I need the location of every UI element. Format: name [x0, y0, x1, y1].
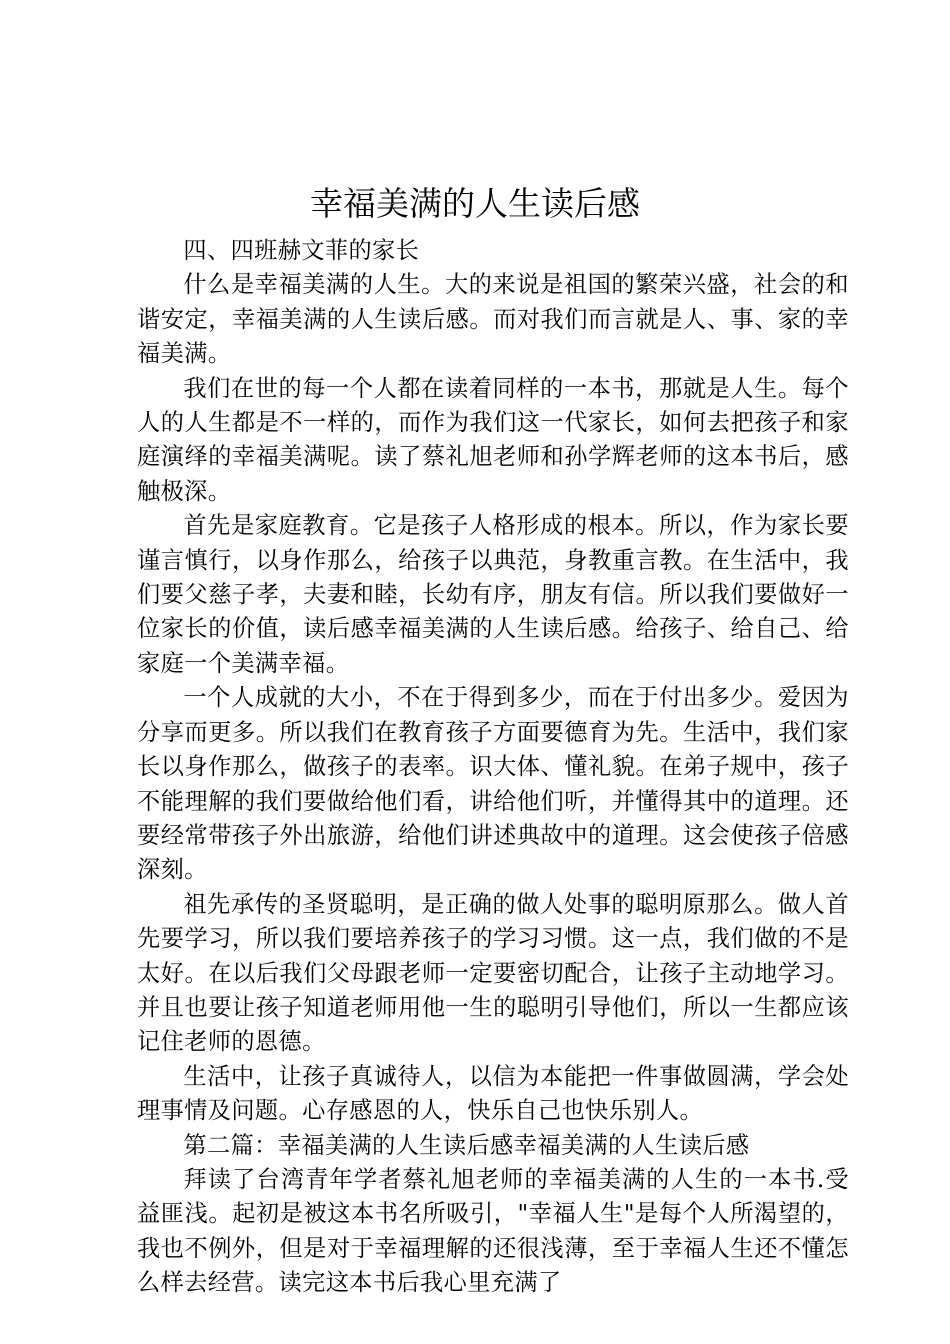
paragraph: 什么是幸福美满的人生。大的来说是祖国的繁荣兴盛，社会的和谐安定，幸福美满的人生读后感。而对我们而言就是人、事、家的幸福美满。 — [137, 271, 849, 368]
paragraph: 祖先承传的圣贤聪明，是正确的做人处事的聪明原那么。做人首先要学习，所以我们要培养孩子的学习习惯。这一点，我们做的不是太好。在以后我们父母跟老师一定要密切配合，让孩子主动地学习。并且也要让孩子知道老师用他一生的聪明引导他们，所以一生都应该记住老师的恩德。 — [137, 890, 849, 1056]
document-title: 幸福美满的人生读后感 — [310, 184, 640, 223]
section-heading: 第二篇：幸福美满的人生读后感幸福美满的人生读后感 — [183, 1131, 750, 1159]
paragraph: 拜读了台湾青年学者蔡礼旭老师的幸福美满的人生的一本书.受益匪浅。起初是被这本书名所吸引，"幸福人生"是每个人所渴望的，我也不例外，但是对于幸福理解的还很浅薄，至于幸福人生还不懂怎么样去经营。读完这本书后我心里充满了 — [137, 1165, 849, 1297]
document-body — [137, 234, 849, 1301]
paragraph: 一个人成就的大小，不在于得到多少，而在于付出多少。爱因为分享而更多。所以我们在教育孩子方面要德育为先。生活中，我们家长以身作那么，做孩子的表率。识大体、懂礼貌。在弟子规中，孩子不能理解的我们要做给他们看，讲给他们听，并懂得其中的道理。还要经常带孩子外出旅游，给他们讲述典故中的道理。这会使孩子倍感深刻。 — [137, 684, 849, 884]
author-line: 四、四班赫文菲的家长 — [183, 237, 420, 264]
paragraph: 生活中，让孩子真诚待人，以信为本能把一件事做圆满，学会处理事情及问题。心存感恩的人，快乐自己也快乐别人。 — [137, 1062, 849, 1125]
paragraph: 我们在世的每一个人都在读着同样的一本书，那就是人生。每个人的人生都是不一样的，而作为我们这一代家长，如何去把孩子和家庭演绎的幸福美满呢。读了蔡礼旭老师和孙学辉老师的这本书后，感触极深。 — [137, 374, 849, 505]
paragraph: 首先是家庭教育。它是孩子人格形成的根本。所以，作为家长要谨言慎行，以身作那么，给孩子以典范，身教重言教。在生活中，我们要父慈子孝，夫妻和睦，长幼有序，朋友有信。所以我们要做好一位家长的价值，读后感幸福美满的人生读后感。给孩子、给自己、给家庭一个美满幸福。 — [137, 512, 849, 677]
